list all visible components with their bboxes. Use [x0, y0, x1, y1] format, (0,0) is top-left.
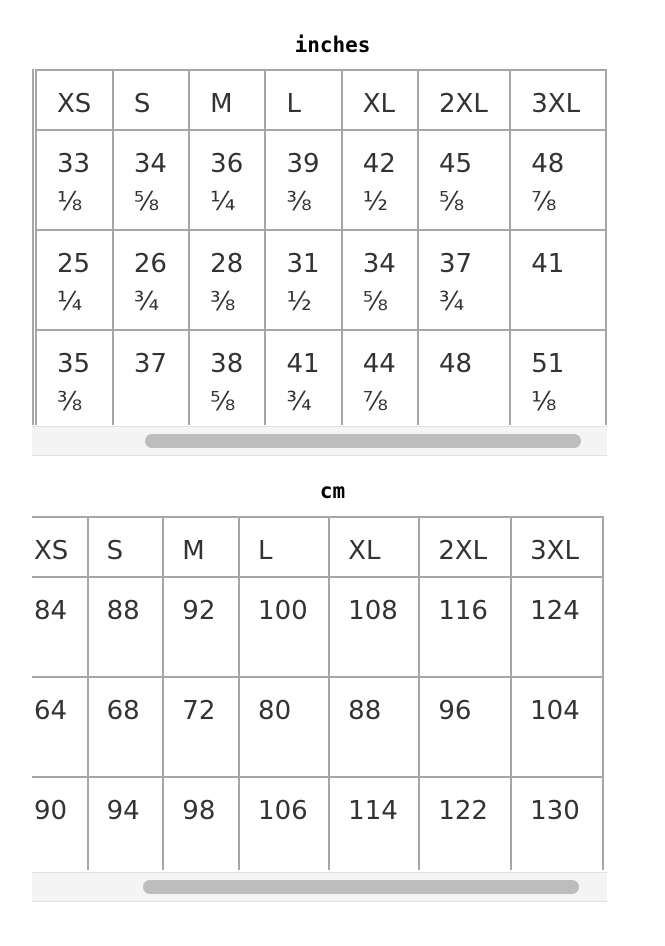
inches-fraction-value: ⅝: [210, 387, 236, 417]
inches-whole-value: 31: [286, 249, 320, 279]
cm-value-cell: 64: [32, 677, 88, 777]
inches-table-viewport[interactable]: [32, 69, 607, 425]
inches-whole-value: 37: [439, 249, 473, 279]
cm-table-row: [32, 677, 603, 777]
inches-value-cell: [510, 130, 606, 230]
inches-horizontal-scrollbar[interactable]: [32, 426, 607, 456]
cm-value-cell: 72: [163, 677, 239, 777]
cm-header-cell: S: [88, 517, 164, 577]
inches-value-cell: [342, 130, 418, 230]
inches-value-cell: [189, 230, 265, 330]
cm-value-cell: 88: [329, 677, 419, 777]
inches-fraction-value: ⅝: [439, 187, 465, 217]
cm-table-row: [32, 577, 603, 677]
inches-table-row: [35, 330, 607, 425]
cm-value-cell: 92: [163, 577, 239, 677]
cm-value-cell: 84: [32, 577, 88, 677]
inches-table-row: [35, 230, 607, 330]
inches-whole-value: 42: [362, 149, 396, 179]
cm-header-cell: 3XL: [511, 517, 603, 577]
inches-value-cell: [189, 330, 265, 425]
inches-value-cell: [113, 330, 189, 425]
cm-horizontal-scrollbar[interactable]: [32, 872, 607, 902]
inches-whole-value: 33: [57, 149, 91, 179]
inches-fraction-value: ⅞: [531, 187, 557, 217]
cm-header-cell: XS: [32, 517, 88, 577]
inches-header-cell: L: [265, 70, 341, 130]
cm-header-cell: XL: [329, 517, 419, 577]
cm-section-title: cm: [319, 479, 346, 503]
inches-whole-value: 25: [57, 249, 91, 279]
inches-fraction-value: ⅝: [362, 287, 388, 317]
cm-header-cell: L: [239, 517, 329, 577]
inches-fraction-value: ¾: [133, 287, 160, 317]
inches-fraction-value: ⅝: [133, 187, 160, 217]
inches-value-cell: [35, 230, 113, 330]
inches-whole-value: 45: [439, 149, 473, 179]
inches-value-cell: [113, 130, 189, 230]
cm-header-cell: M: [163, 517, 239, 577]
inches-whole-value: 28: [210, 249, 244, 279]
inches-fraction-value: ⅜: [57, 387, 83, 417]
cm-value-cell: 122: [419, 777, 511, 870]
inches-value-cell: [418, 230, 510, 330]
cm-value-cell: 108: [329, 577, 419, 677]
inches-whole-value: 34: [133, 149, 167, 179]
inches-header-cell: XL: [342, 70, 418, 130]
inches-whole-value: 41: [531, 249, 565, 279]
inches-whole-value: 44: [362, 349, 396, 379]
inches-header-cell: 3XL: [510, 70, 606, 130]
cm-value-cell: 68: [88, 677, 164, 777]
inches-whole-value: 26: [133, 249, 167, 279]
cm-value-cell: 88: [88, 577, 164, 677]
inches-whole-value: 39: [286, 149, 320, 179]
inches-fraction-value: ¼: [210, 187, 236, 217]
cm-value-cell: 94: [88, 777, 164, 870]
cm-table-row: [32, 777, 603, 870]
inches-fraction-value: ¼: [57, 287, 83, 317]
inches-whole-value: 48: [439, 349, 473, 379]
inches-fraction-value: ½: [286, 287, 312, 317]
cm-value-cell: 90: [32, 777, 88, 870]
inches-header-cell: 2XL: [418, 70, 510, 130]
inches-whole-value: 41: [286, 349, 320, 379]
inches-fraction-value: ⅛: [531, 387, 557, 417]
cm-value-cell: 116: [419, 577, 511, 677]
inches-fraction-value: ⅛: [57, 187, 83, 217]
inches-header-cell: XS: [35, 70, 113, 130]
inches-value-cell: [189, 130, 265, 230]
inches-fraction-value: ½: [362, 187, 388, 217]
cm-value-cell: 100: [239, 577, 329, 677]
inches-size-table: [32, 69, 607, 425]
inches-whole-value: 37: [133, 349, 167, 379]
inches-fraction-value: ⅜: [286, 187, 312, 217]
inches-header-row: [35, 70, 607, 130]
inches-whole-value: 36: [210, 149, 244, 179]
inches-whole-value: 38: [210, 349, 244, 379]
inches-whole-value: 51: [531, 349, 565, 379]
inches-header-cell: M: [189, 70, 265, 130]
inches-value-cell: [113, 230, 189, 330]
cm-value-cell: 98: [163, 777, 239, 870]
cm-header-row: [32, 517, 603, 577]
cm-value-cell: 104: [511, 677, 603, 777]
inches-whole-value: 35: [57, 349, 91, 379]
inches-fraction-value: ⅞: [362, 387, 388, 417]
cm-size-table: [32, 516, 604, 870]
cm-value-cell: 130: [511, 777, 603, 870]
inches-whole-value: 48: [531, 149, 565, 179]
inches-fraction-value: ¾: [439, 287, 465, 317]
inches-value-cell: [418, 330, 510, 425]
inches-value-cell: [265, 330, 341, 425]
inches-value-cell: [265, 130, 341, 230]
inches-value-cell: [265, 230, 341, 330]
inches-table-row: [35, 130, 607, 230]
inches-scrollbar-thumb[interactable]: [145, 434, 581, 448]
cm-value-cell: 106: [239, 777, 329, 870]
cm-header-cell: 2XL: [419, 517, 511, 577]
inches-value-cell: [510, 230, 606, 330]
inches-whole-value: 34: [362, 249, 396, 279]
inches-value-cell: [342, 230, 418, 330]
inches-value-cell: [342, 330, 418, 425]
cm-scrollbar-thumb[interactable]: [143, 880, 579, 894]
cm-value-cell: 114: [329, 777, 419, 870]
inches-value-cell: [35, 330, 113, 425]
cm-value-cell: 80: [239, 677, 329, 777]
inches-fraction-value: ¾: [286, 387, 312, 417]
inches-value-cell: [510, 330, 606, 425]
cm-value-cell: 96: [419, 677, 511, 777]
inches-header-cell: S: [113, 70, 189, 130]
inches-value-cell: [35, 130, 113, 230]
inches-section-title: inches: [294, 33, 371, 57]
cm-value-cell: 124: [511, 577, 603, 677]
inches-value-cell: [418, 130, 510, 230]
inches-fraction-value: ⅜: [210, 287, 236, 317]
cm-table-viewport[interactable]: [32, 516, 607, 870]
